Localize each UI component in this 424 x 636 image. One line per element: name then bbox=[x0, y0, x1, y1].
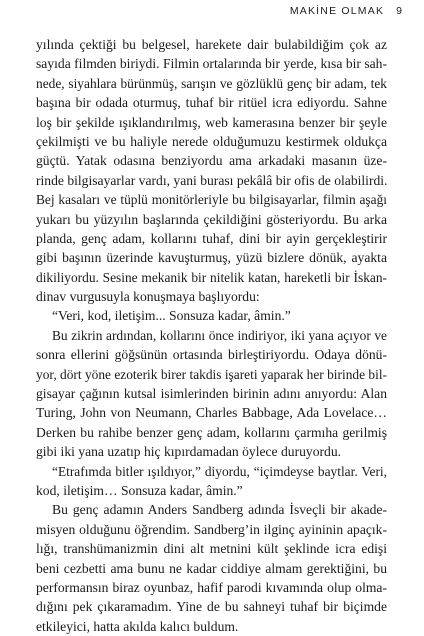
text-line: sonra ellerini göğsünün ortasında birleştiriyordu. Odaya dönü- bbox=[36, 347, 387, 363]
text-line: Bej kasaları ve tüplü monitörleriyle bu bilgisayarlar, filmin aşağı bbox=[36, 192, 387, 208]
text-line: planda, genç adam, kollarını tuhaf, dini bir ayin gerçekleştirir bbox=[36, 230, 387, 246]
text-line: yor, dört yöne ezoterik birer takdis işareti yaparak her birinde bil- bbox=[36, 366, 387, 382]
text-line: sayıda filmden biriydi. Filmin ortalarında bir yerde, kısa bir sah- bbox=[36, 56, 387, 72]
text-line: beni cezbetti ama bunu ne kadar ciddiye almam gerektiğini, bu bbox=[36, 560, 387, 576]
text-line: dikiliyordu. Sesine mekanik bir nitelik katan, hareketli bir İskan- bbox=[36, 269, 387, 285]
running-title: MAKİNE OLMAK bbox=[289, 5, 385, 17]
text-line: çekilmişti ve bu haliyle nerede olduğumuzu kestirmek oldukça bbox=[36, 133, 387, 149]
text-line: başına bir odada oturmuş, tuhaf bir ritüel icra ediyordu. Sahne bbox=[36, 95, 387, 111]
text-line: Bu zikrin ardından, kollarını önce indiriyor, iki yana açıyor ve bbox=[52, 327, 387, 343]
text-line: “Etrafımda bitler ışıldıyor,” diyordu, “içimdeyse baytlar. Veri, bbox=[52, 463, 387, 479]
text-line: rinde bilgisayarlar vardı, yani burası pekâlâ bir ofis de olabilirdi. bbox=[36, 172, 388, 188]
text-line: Bu genç adamın Anders Sandberg adında İsveçli bir akade- bbox=[52, 502, 387, 518]
text-line: lığı, transhümanizmin dini alt metnini kült şeklinde icra edişi bbox=[36, 541, 387, 557]
text-line: güçtü. Yatak odasına benziyordu ama arkadaki masanın üze- bbox=[36, 153, 387, 169]
text-line: etkileyici, hatta akılda kalıcı buldum. bbox=[36, 618, 239, 634]
text-line: performansın biraz oyunbaz, hafif parodi kıvamında olup olma- bbox=[36, 579, 387, 595]
text-line: nede, siyahlara bürünmüş, sarışın ve gözlüklü genç bir adam, tek bbox=[36, 75, 387, 91]
text-line: kod, iletişim… Sonsuza kadar, âmin.” bbox=[36, 482, 243, 498]
text-line: yılında çektiği bu belgesel, harekete dair bulabildiğim çok az bbox=[36, 37, 387, 52]
text-line: gisayar çağının kutsal isimlerinden birinin adını anıyordu: Alan bbox=[36, 386, 387, 402]
text-line: “Veri, kod, iletişim... Sonsuza kadar, âmin.” bbox=[52, 308, 291, 324]
text-line: Turing, John von Neumann, Charles Babbage, Ada Lovelace… bbox=[36, 405, 387, 421]
text-line: dığını pek çıkaramadım. Yine de bu sahneyi tuhaf bir biçimde bbox=[36, 599, 387, 615]
text-line: dinav vurgusuyla konuşmaya başlıyordu: bbox=[36, 289, 260, 305]
text-line: gibi iki yana uzatıp hiç kıpırdamadan öylece duruyordu. bbox=[36, 444, 342, 460]
text-line: gibi başının üzerinde kavuşturmuş, yüzü bizlere dönük, ayakta bbox=[36, 250, 387, 266]
text-line: misyen olduğunu öğrendim. Sandberg’in ilginç ayininin apaçık- bbox=[36, 521, 387, 537]
page-number: 9 bbox=[396, 5, 402, 17]
running-header bbox=[290, 5, 402, 17]
text-line: loş bir şekilde ışıklandırılmış, web kamerasına benzer bir şeyle bbox=[36, 114, 387, 130]
text-line: yukarı bu yüzyılın başlarında çekildiğini gösteriyordu. Bu arka bbox=[36, 211, 387, 227]
body-text bbox=[36, 35, 387, 636]
text-line: Derken bu rahibe benzer genç adam, kollarını çarmıha gerilmiş bbox=[36, 424, 387, 440]
